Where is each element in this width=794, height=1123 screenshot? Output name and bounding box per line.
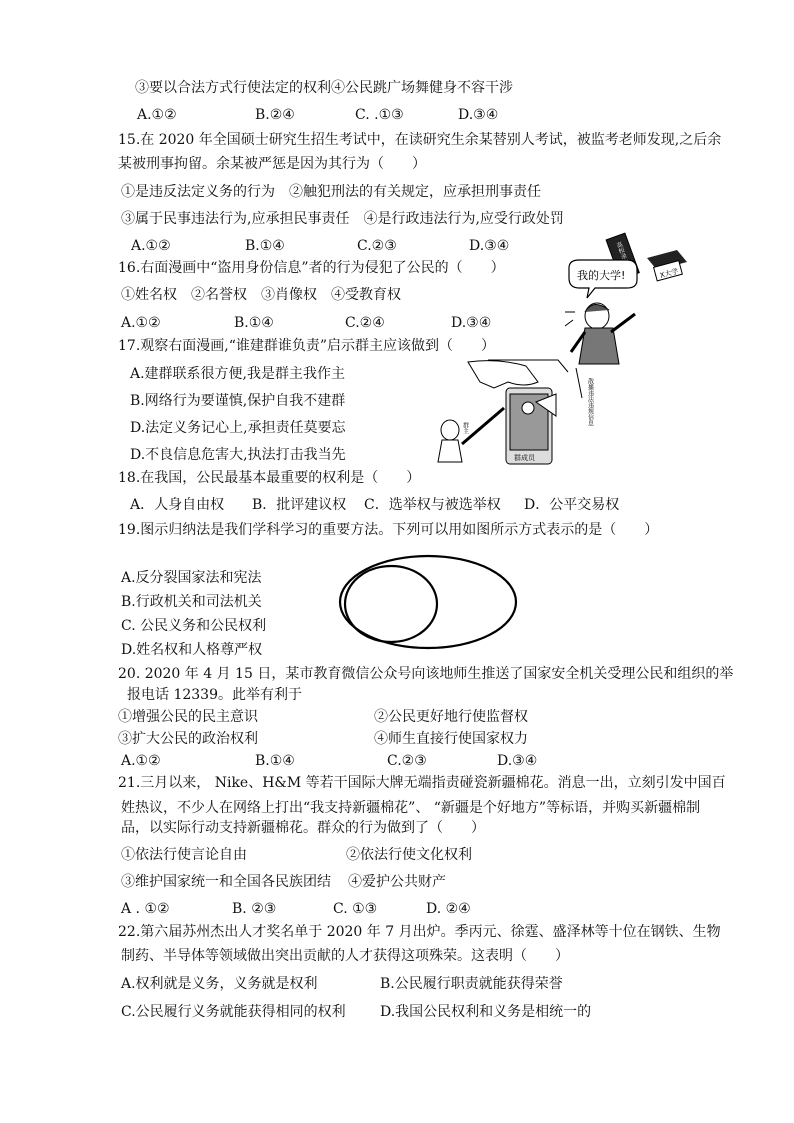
q22-option-d: D.我国公民权利和义务是相统一的 <box>380 1004 592 1020</box>
q18-option-a: A．人身自由权 <box>130 497 225 513</box>
q15-stem-line1: 15.在 2020 年全国硕士研究生招生考试中，在读研究生余某替别人考试，被监考老师发现,之后余 <box>118 132 722 148</box>
phone-label: 群成员 <box>514 454 535 462</box>
sleeve-label: 群主 <box>461 422 469 434</box>
q20-item-3: ③扩大公民的政治权利 <box>118 731 258 747</box>
q19-option-b: B.行政机关和司法机关 <box>121 594 262 610</box>
q16-option-a: A.①② <box>121 315 161 331</box>
hat-label: X大学 <box>659 267 680 280</box>
q21-stem-line3: 品，以实际行动支持新疆棉花。群众的行为做到了（ ） <box>121 820 485 836</box>
q21-item-3: ③维护国家统一和全国各民族团结 <box>121 874 331 890</box>
q14-option-d: D.③④ <box>458 107 499 123</box>
q16-option-d: D.③④ <box>451 315 492 331</box>
side-text: 散播违法违规信息 <box>586 378 594 426</box>
q16-option-b: B.①④ <box>234 315 274 331</box>
q14-option-c: C. .①③ <box>355 107 404 123</box>
q16-stem: 16.右面漫画中“盗用身份信息”者的行为侵犯了公民的（ ） <box>118 260 505 276</box>
q17-option-d: D.不良信息危害大,执法打击我当先 <box>130 447 346 463</box>
q15-items-2: ③属于民事违法行为,应承担民事责任 ④是行政违法行为,应受行政处罚 <box>121 211 564 227</box>
q19-option-a: A.反分裂国家法和宪法 <box>121 570 262 586</box>
q18-stem: 18.在我国，公民最基本最重要的权利是（ ） <box>118 470 421 486</box>
q20-stem-line1: 20. 2020 年 4 月 15 日，某市教育微信公众号向该地师生推送了国家安全机关受理公民和组织的举 <box>118 666 734 682</box>
q19-option-d: D.姓名权和人格尊严权 <box>121 642 263 658</box>
q14-statement: ③要以合法方式行使法定的权利④公民跳广场舞健身不容干涉 <box>135 80 513 96</box>
q22-option-a: A.权利就是义务，义务就是权利 <box>121 976 318 992</box>
q22-option-b: B.公民履行职责就能获得荣誉 <box>380 976 563 992</box>
q21-item-2: ②依法行使文化权利 <box>346 847 472 863</box>
q20-item-1: ①增强公民的民主意识 <box>118 709 258 725</box>
outer-ellipse <box>340 556 516 648</box>
q15-option-a: A.①② <box>131 238 171 254</box>
q15-option-b: B.①④ <box>245 238 285 254</box>
q21-item-1: ①依法行使言论自由 <box>121 847 247 863</box>
speech-bubble: 我的大学! <box>577 269 626 282</box>
q21-option-a: A . ①② <box>121 901 170 917</box>
q20-item-4: ④师生直接行使国家权力 <box>374 731 528 747</box>
inner-ellipse <box>345 566 437 642</box>
q20-stem-line2: 报电话 12339。此举有利于 <box>127 687 302 703</box>
q21-item-4: ④爱护公共财产 <box>348 874 446 890</box>
q19-option-c: C. 公民义务和公民权利 <box>121 618 267 634</box>
q20-option-c: C.②③ <box>387 753 427 769</box>
q15-option-c: C.②③ <box>357 238 397 254</box>
q17-stem: 17.观察右面漫画,“谁建群谁负责”启示群主应该做到（ ） <box>118 338 496 354</box>
q21-option-d: D. ②④ <box>426 901 471 917</box>
q18-option-c: C．选举权与被选举权 <box>364 497 501 513</box>
venn-diagram <box>336 552 522 652</box>
q18-option-b: B．批评建议权 <box>252 497 347 513</box>
q15-items-1: ①是违反法定义务的行为 ②触犯刑法的有关规定，应承担刑事责任 <box>121 184 541 200</box>
q20-option-d: D.③④ <box>497 753 538 769</box>
q22-option-c: C.公民履行义务就能获得相同的权利 <box>121 1004 346 1020</box>
q19-stem: 19.图示归纳法是我们学科学习的重要方法。下列可以用如图所示方式表示的是（ ） <box>118 522 659 538</box>
q22-stem-line2: 制药、半导体等领域做出突出贡献的人才获得这项殊荣。这表明（ ） <box>121 948 569 964</box>
q20-option-b: B.①④ <box>255 753 295 769</box>
q21-option-c: C. ①③ <box>333 901 378 917</box>
q14-option-b: B.②④ <box>255 107 295 123</box>
identity-theft-cartoon <box>555 228 695 366</box>
q21-stem-line1: 21.三月以来， Nike、H&M 等若干国际大牌无端指责碰瓷新疆棉花。消息一出，立刻引发中国百 <box>118 775 726 791</box>
q16-option-c: C.②④ <box>345 315 385 331</box>
q17-option-b: B.网络行为要谨慎,保护自我不建群 <box>130 393 346 409</box>
q16-items: ①姓名权 ②名誉权 ③肖像权 ④受教育权 <box>121 287 401 303</box>
q18-option-d: D．公平交易权 <box>524 497 620 513</box>
q21-stem-line2: 姓热议，不少人在网络上打出“我支持新疆棉花”、 “新疆是个好地方”等标语，并购买新疆棉制 <box>121 800 701 816</box>
q17-option-c: D.法定义务记心上,承担责任莫要忘 <box>130 420 346 436</box>
q22-stem-line1: 22.第六届苏州杰出人才奖名单于 2020 年 7 月出炉。季丙元、徐霆、盛泽林等十位在钢铁、生物 <box>118 924 721 940</box>
q14-option-a: A.①② <box>137 107 177 123</box>
q20-item-2: ②公民更好地行使监督权 <box>374 709 528 725</box>
q15-stem-line2: 某被刑事拘留。余某被严惩是因为其行为（ ） <box>118 156 426 172</box>
group-owner-cartoon <box>428 358 610 470</box>
q21-option-b: B. ②③ <box>232 901 277 917</box>
q17-option-a: A.建群联系很方便,我是群主我作主 <box>130 366 346 382</box>
q20-option-a: A.①② <box>121 753 161 769</box>
q15-option-d: D.③④ <box>469 238 510 254</box>
